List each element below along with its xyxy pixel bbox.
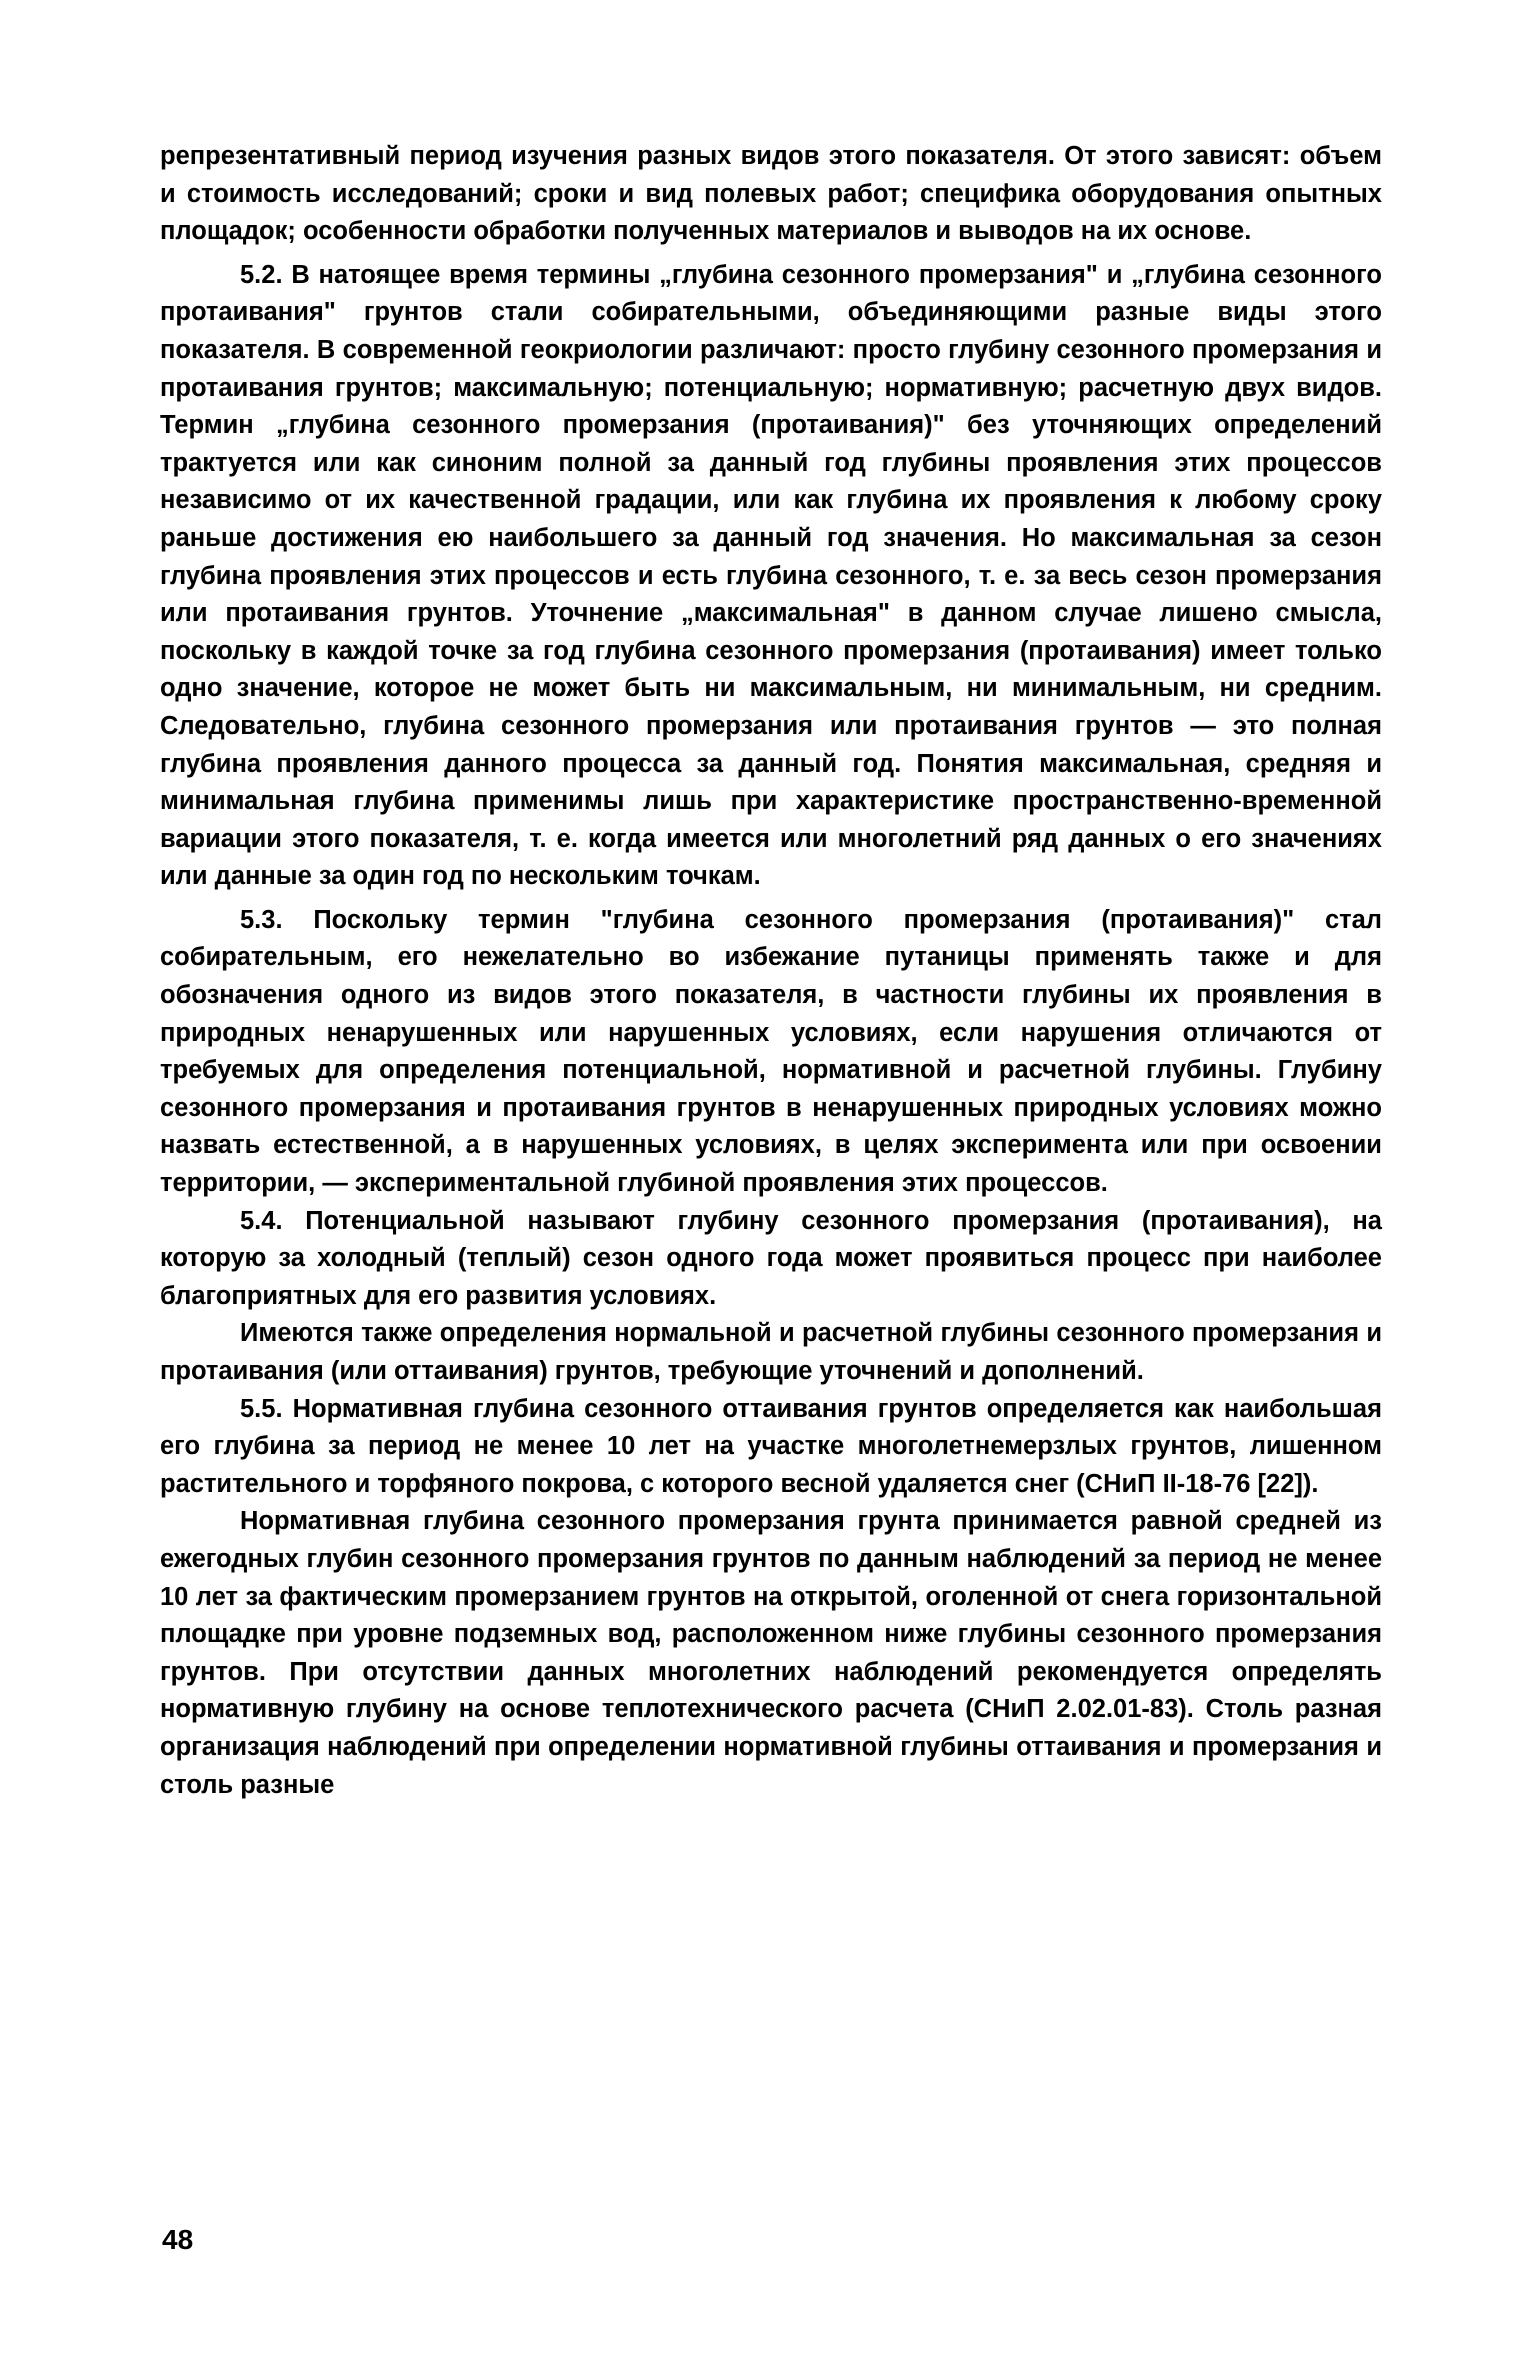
paragraph-intro-continuation: репрезентативный период изучения разных видов этого показателя. От этого зависят: объем и стоимость исследований; сроки и вид полевых работ; специфика оборудования опытных площадок; особенности обработки полученных материалов и выводов на их основе. xyxy=(160,142,1382,246)
body-text xyxy=(160,138,1382,1804)
paragraph-5-5: 5.5. Нормативная глубина сезонного оттаивания грунтов определяется как наибольшая его глубина за период не менее 10 лет на участке многолетнемерзлых грунтов, лишенном растительного и торфяного покрова, с которого весной удаляется снег (СНиП II-18-76 [22]). xyxy=(160,1394,1382,1498)
paragraph-definitions-note: Имеются также определения нормальной и расчетной глубины сезонного промерзания и протаивания (или оттаивания) грунтов, требующие уточнений и дополнений. xyxy=(160,1319,1382,1385)
paragraph-normative-freezing: Нормативная глубина сезонного промерзания грунта принимается равной средней из ежегодных глубин сезонного промерзания грунтов по данным наблюдений за период не менее 10 лет за фактическим промерзанием грунтов на открытой, оголенной от снега горизонтальной площадке при уровне подземных вод, расположенном ниже глубины сезонного промерзания грунтов. При отсутствии данных многолетних наблюдений рекомендуется определять нормативную глубину на основе теплотехнического расчета (СНиП 2.02.01-83). Столь разная организация наблюдений при определении нормативной глубины оттаивания и промерзания и столь разные xyxy=(160,1507,1382,1799)
page-number: 48 xyxy=(162,2224,194,2255)
paragraph-5-3: 5.3. Поскольку термин "глубина сезонного промерзания (протаивания)" стал собирательным, его нежелательно во избежание путаницы применять также и для обозначения одного из видов этого показателя, в частности глубины их проявления в природных ненарушенных или нарушенных условиях, если нарушения отличаются от требуемых для определения потенциальной, нормативной и расчетной глубины. Глубину сезонного промерзания и протаивания грунтов в ненарушенных природных условиях можно назвать естественной, а в нарушенных условиях, в целях эксперимента или при освоении территории, — экспериментальной глубиной проявления этих процессов. xyxy=(160,905,1382,1198)
paragraph-5-2: 5.2. В натоящее время термины „глубина сезонного промерзания" и „глубина сезонного протаивания" грунтов стали собирательными, объединяющими разные виды этого показателя. В современной геокриологии различают: просто глубину сезонного промерзания и протаивания грунтов; максимальную; потенциальную; нормативную; расчетную двух видов. Термин „глубина сезонного промерзания (протаивания)" без уточняющих определений трактуется или как синоним полной за данный год глубины проявления этих процессов независимо от их качественной градации, или как глубина их проявления к любому сроку раньше достижения ею наибольшего за данный год значения. Но максимальная за сезон глубина проявления этих процессов и есть глубина сезонного, т. е. за весь сезон промерзания или протаивания грунтов. Уточнение „максимальная" в данном случае лишено смысла, поскольку в каждой точке за год глубина сезонного промерзания (протаивания) имеет только одно значение, которое не может быть ни максимальным, ни минимальным, ни средним. Следовательно, глубина сезонного промерзания или протаивания грунтов — это полная глубина проявления данного процесса за данный год. Понятия максимальная, средняя и минимальная глубина применимы лишь при характеристике пространственно-временной вариации этого показателя, т. е. когда имеется или многолетний ряд данных о его значениях или данные за один год по нескольким точкам. xyxy=(160,260,1382,891)
paragraph-5-4: 5.4. Потенциальной называют глубину сезонного промерзания (протаивания), на которую за холодный (теплый) сезон одного года может проявиться процесс при наиболее благоприятных для его развития условиях. xyxy=(160,1206,1382,1310)
